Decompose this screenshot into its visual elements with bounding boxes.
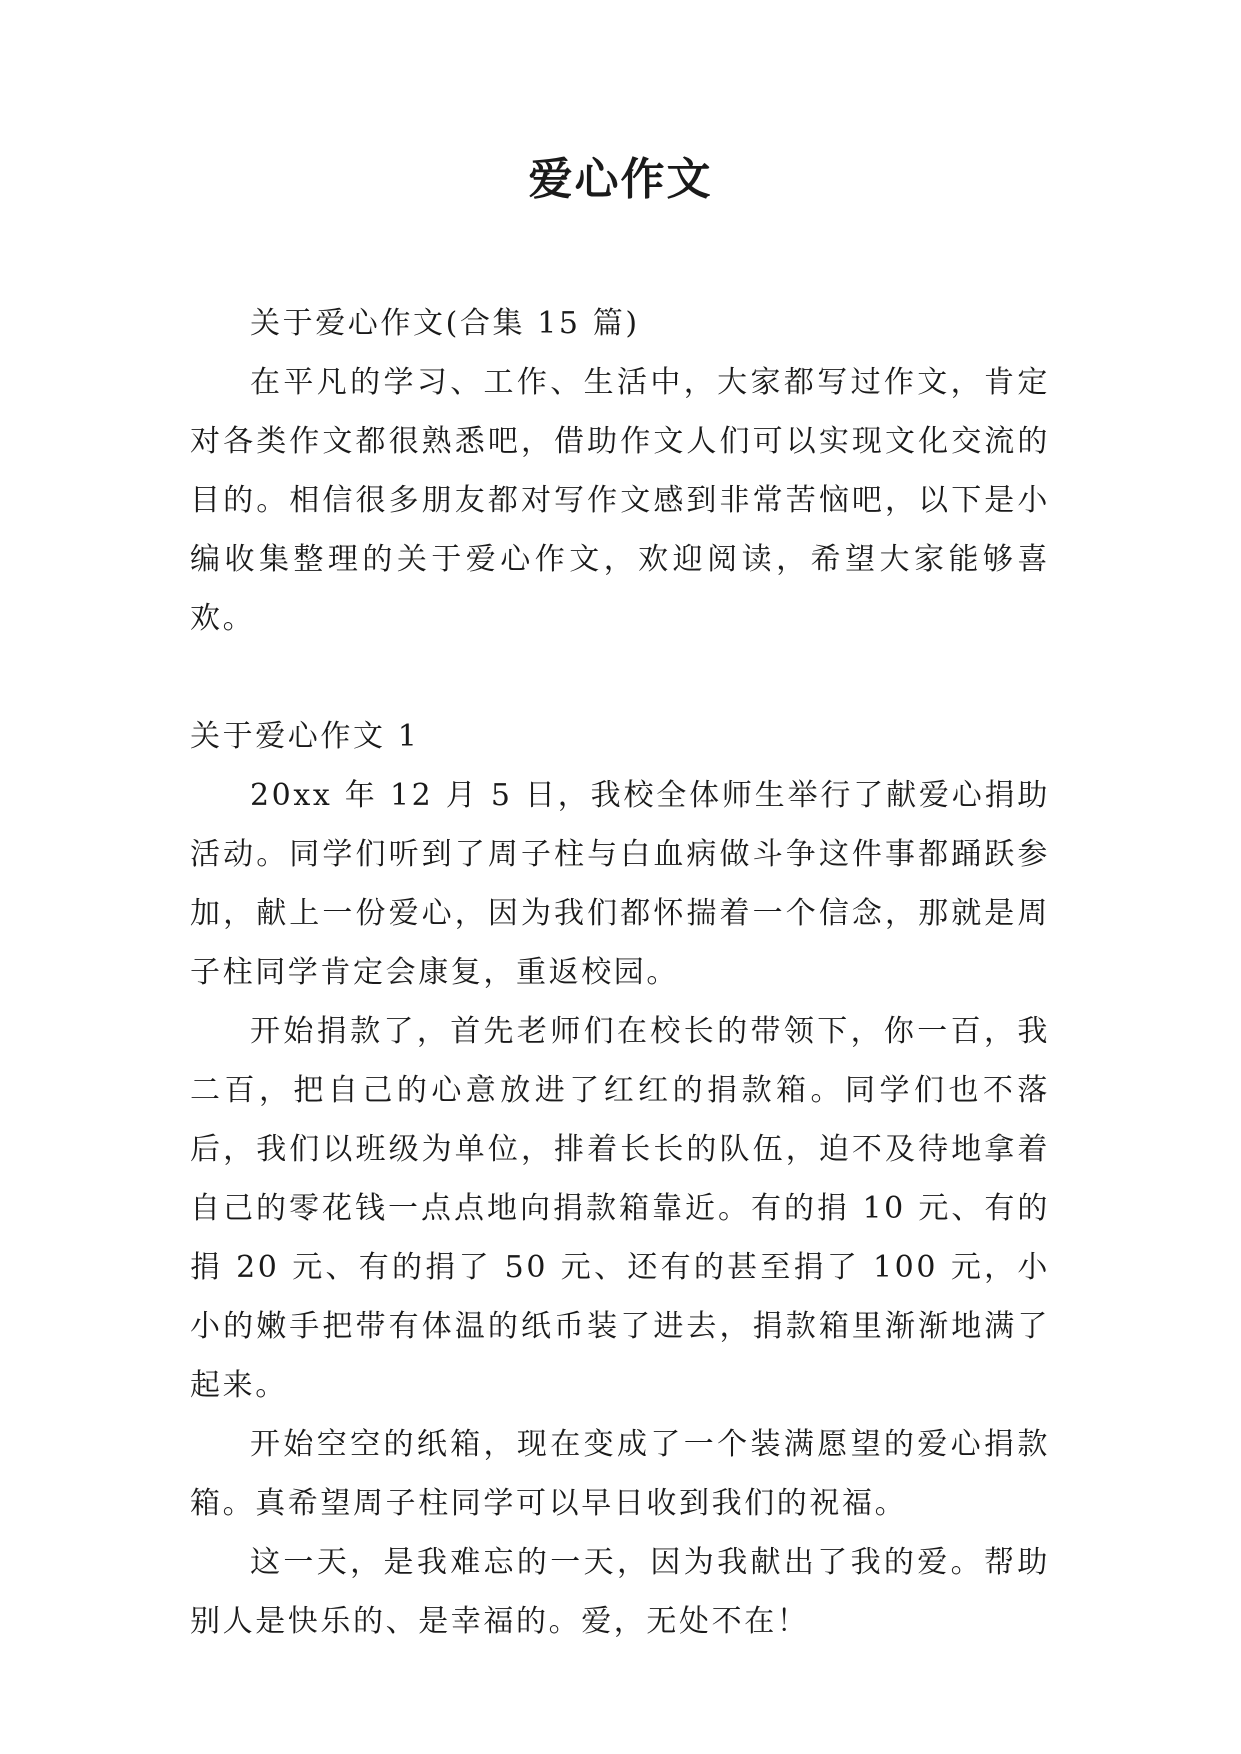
intro-paragraph: 在平凡的学习、工作、生活中，大家都写过作文，肯定对各类作文都很熟悉吧，借助作文人们可以实现文化交流的目的。相信很多朋友都对写作文感到非常苦恼吧，以下是小编收集整理的关于爱心作文，欢迎阅读，希望大家能够喜欢。 [190, 365, 1050, 636]
body-paragraph-2: 开始捐款了，首先老师们在校长的带领下，你一百，我二百，把自己的心意放进了红红的捐款箱。同学们也不落后，我们以班级为单位，排着长长的队伍，迫不及待地拿着自己的零花钱一点点地向捐款箱靠近。有的捐 10 元、有的捐 20 元、有的捐了 50 元、还有的甚至捐了 100 元，小小的嫩手把带有体温的纸币装了进去，捐款箱里渐渐地满了起来。 [190, 1014, 1050, 1403]
body-paragraph-3: 开始空空的纸箱，现在变成了一个装满愿望的爱心捐款箱。真希望周子柱同学可以早日收到我们的祝福。 [190, 1427, 1050, 1521]
body-paragraph-4: 这一天，是我难忘的一天，因为我献出了我的爱。帮助别人是快乐的、是幸福的。爱，无处不在！ [190, 1545, 1050, 1639]
section-heading: 关于爱心作文 1 [190, 719, 420, 754]
body-paragraph-1: 20xx 年 12 月 5 日，我校全体师生举行了献爱心捐助活动。同学们听到了周子柱与白血病做斗争这件事都踊跃参加，献上一份爱心，因为我们都怀揣着一个信念，那就是周子柱同学肯定会康复，重返校园。 [190, 778, 1050, 990]
document-title: 爱心作文 [528, 154, 713, 205]
document-body [190, 294, 1050, 1651]
document-subtitle: 关于爱心作文(合集 15 篇) [250, 306, 640, 341]
